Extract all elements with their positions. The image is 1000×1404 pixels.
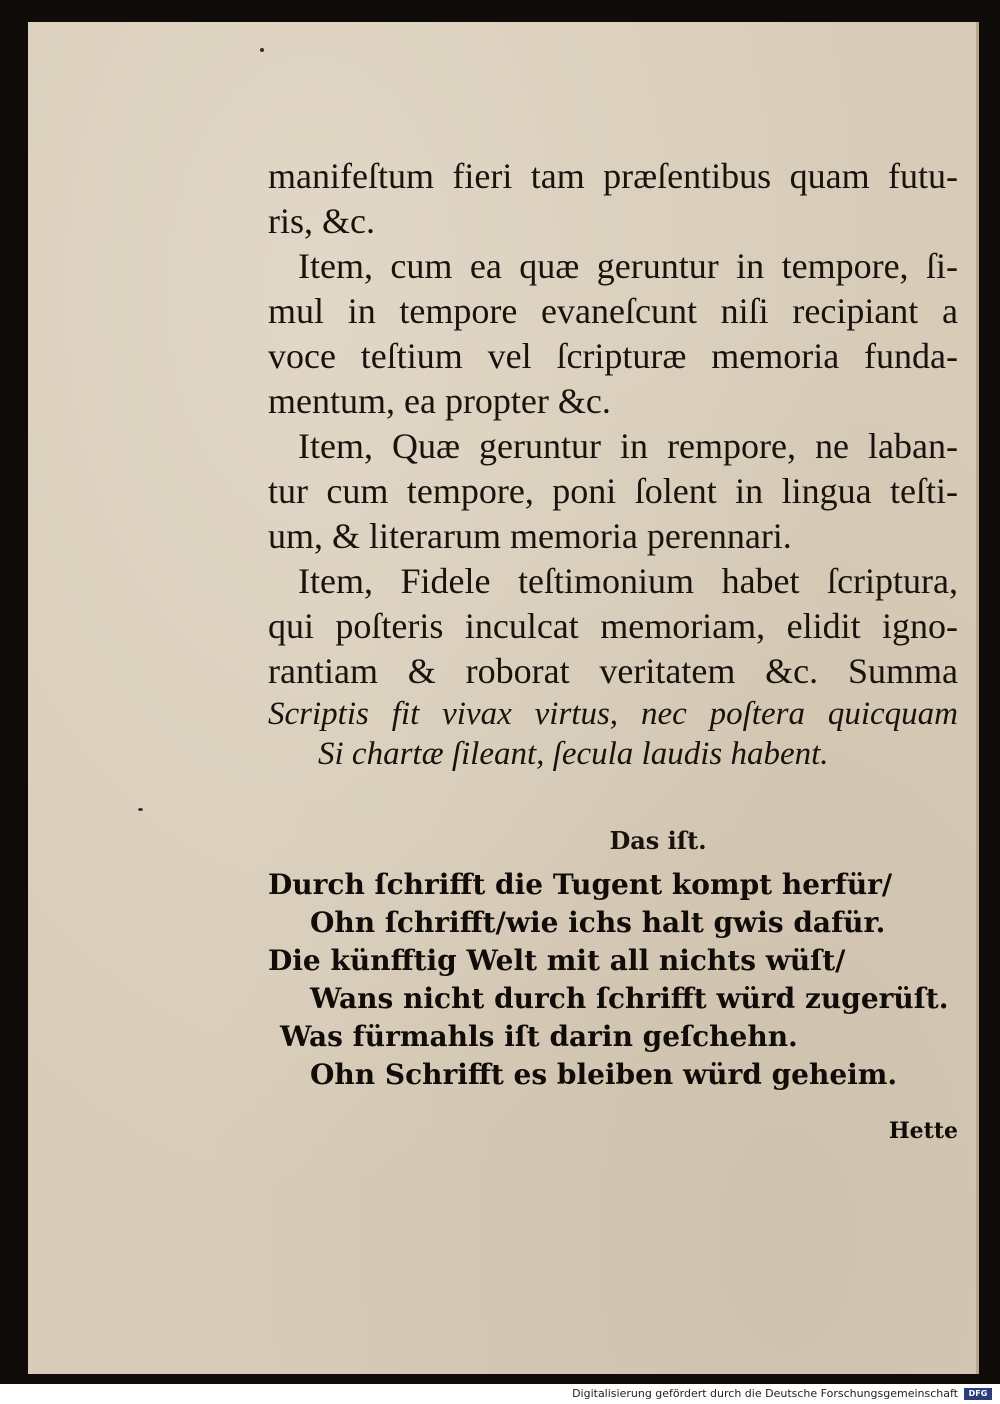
book-page [28,22,979,1374]
italic-line: Si chartæ ſileant, ſecula laudis habent. [318,736,829,772]
text-line: voce teſtium vel ſcripturæ memoria funda- [268,336,958,376]
italic-distich [268,694,958,774]
ink-speck [260,48,264,52]
latin-paragraph-2 [268,244,958,424]
text-line: manifeſtum fieri tam præſentibus quam futu- [268,156,958,196]
verse-line: Die künfftig Welt mit all nichts wüſt/ [268,944,846,977]
german-verse [268,866,949,1094]
catchword: Hette [888,1118,958,1144]
latin-paragraph-1 [268,154,958,244]
italic-line: Scriptis fit vivax virtus, nec poſtera quicquam [268,696,958,732]
latin-paragraph-4 [268,559,958,694]
latin-text-block [268,154,958,1144]
verse-line: Ohn ſchrifft/wie ichs halt gwis dafür. [310,906,886,939]
text-line: Item, Fidele teſtimonium habet ſcriptura, [298,561,958,601]
footer-bar [0,1384,1000,1404]
verse-line: Durch ſchrifft die Tugent kompt herfür/ [268,868,893,901]
text-line: Item, cum ea quæ geruntur in tempore, ſi- [298,246,958,286]
text-line: tur cum tempore, poni ſolent in lingua teſti- [268,471,958,511]
latin-paragraph-3 [268,424,958,559]
text-line: qui poſteris inculcat memoriam, elidit igno- [268,606,958,646]
dfg-logo: DFG [964,1388,992,1400]
verse-line: Ohn Schrifft es bleiben würd geheim. [310,1058,898,1091]
verse-line: Was fürmahls iſt darin geſchehn. [280,1020,798,1053]
text-line: ris, &c. [268,201,375,241]
text-line: rantiam & roborat veritatem &c. Summa [268,651,958,691]
text-line: um, & literarum memoria perennari. [268,516,792,556]
verse-line: Wans nicht durch ſchrifft würd zugerüſt. [310,982,949,1015]
ink-speck [138,808,143,811]
text-line: mentum, ea propter &c. [268,381,611,421]
funding-credit: Digitalisierung gefördert durch die Deutsche Forschungsgemeinschaft [572,1387,958,1400]
text-line: Item, Quæ geruntur in rempore, ne laban- [298,426,958,466]
text-line: mul in tempore evaneſcunt niſi recipiant a [268,291,958,331]
german-heading: Das iſt. [609,826,707,855]
